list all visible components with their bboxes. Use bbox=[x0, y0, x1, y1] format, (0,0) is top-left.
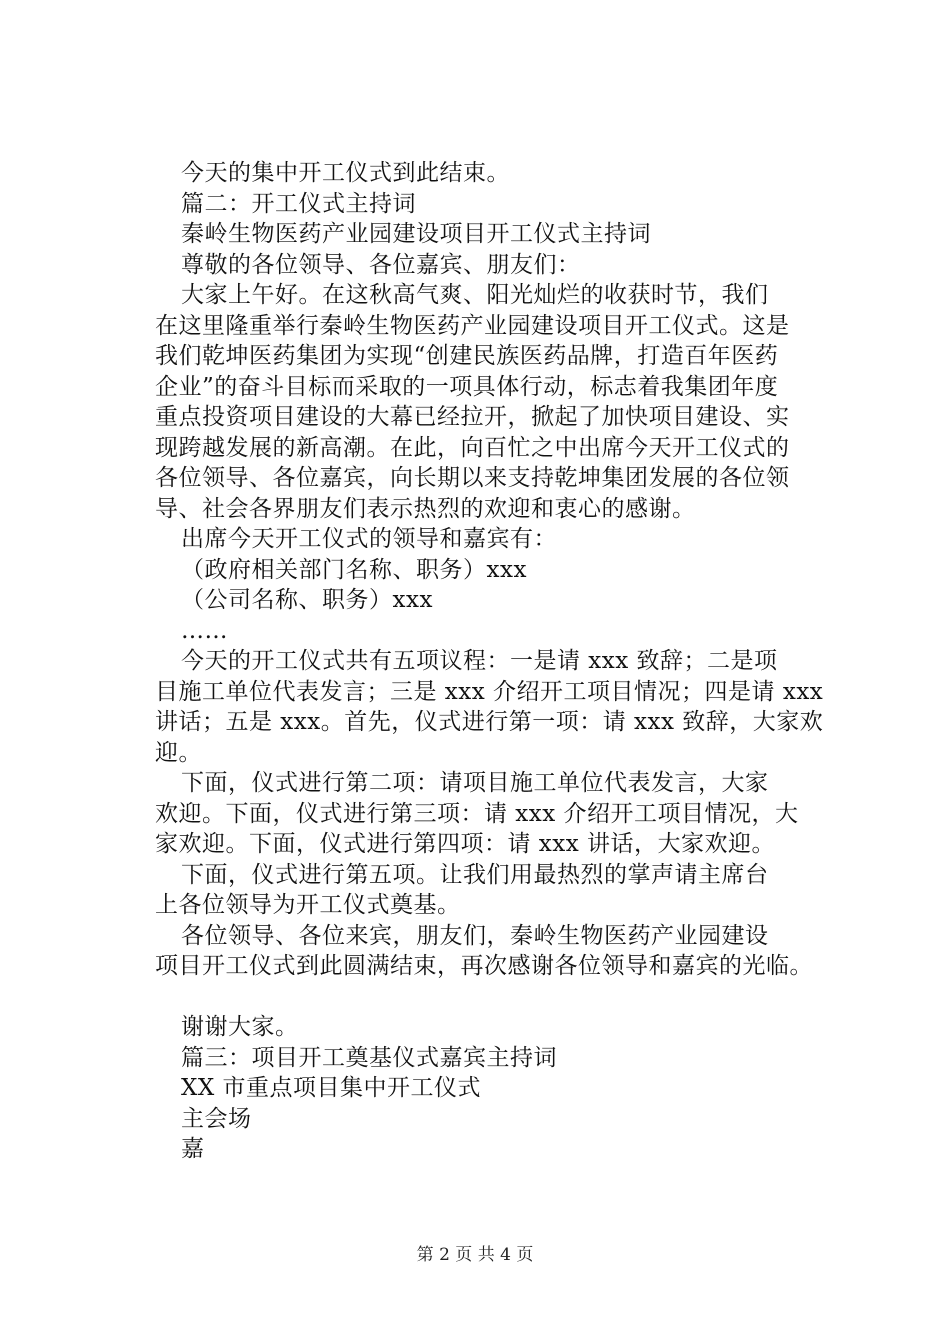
text-line: 讲话；五是 xxx。首先，仪式进行第一项：请 xxx 致辞，大家欢 bbox=[155, 709, 824, 735]
text-line: 在这里隆重举行秦岭生物医药产业园建设项目开工仪式。这是 bbox=[155, 312, 790, 339]
text-line: 下面，仪式进行第二项：请项目施工单位代表发言，大家 bbox=[181, 770, 769, 796]
text-line: 尊敬的各位领导、各位嘉宾、朋友们： bbox=[181, 251, 581, 278]
text-line: 大家上午好。在这秋高气爽、阳光灿烂的收获时节，我们 bbox=[181, 282, 769, 308]
text-line: 我们乾坤医药集团为实现“创建民族医药品牌，打造百年医药 bbox=[155, 343, 779, 369]
text-line: 欢迎。下面，仪式进行第三项：请 xxx 介绍开工项目情况，大 bbox=[155, 800, 799, 827]
text-line: （公司名称、职务）xxx bbox=[181, 587, 433, 613]
text-line: 目施工单位代表发言；三是 xxx 介绍开工项目情况；四是请 xxx bbox=[155, 678, 824, 705]
document-body bbox=[155, 158, 845, 1165]
text-line: …… bbox=[181, 617, 228, 644]
text-line: 各位领导、各位嘉宾，向长期以来支持乾坤集团发展的各位领 bbox=[155, 465, 790, 491]
text-line: 项目开工仪式到此圆满结束，再次感谢各位领导和嘉宾的光临。 bbox=[155, 953, 813, 979]
text-line: 嘉 bbox=[181, 1136, 205, 1162]
text-line: 今天的集中开工仪式到此结束。 bbox=[181, 160, 510, 186]
blank-line bbox=[155, 982, 845, 1013]
text-line: 企业”的奋斗目标而采取的一项具体行动，标志着我集团年度 bbox=[155, 373, 779, 400]
page-number-footer: 第 2 页 共 4 页 bbox=[416, 1245, 534, 1265]
text-line: 家欢迎。下面，仪式进行第四项：请 xxx 讲话，大家欢迎。 bbox=[155, 831, 776, 857]
text-line: 秦岭生物医药产业园建设项目开工仪式主持词 bbox=[181, 221, 651, 247]
text-line: 迎。 bbox=[155, 739, 202, 766]
text-line: （政府相关部门名称、职务）xxx bbox=[181, 556, 527, 583]
text-line: 谢谢大家。 bbox=[181, 1014, 299, 1040]
text-line: 导、社会各界朋友们表示热烈的欢迎和衷心的感谢。 bbox=[155, 495, 696, 522]
text-line: 各位领导、各位来宾，朋友们，秦岭生物医药产业园建设 bbox=[181, 922, 769, 949]
text-line: 重点投资项目建设的大幕已经拉开，掀起了加快项目建设、实 bbox=[155, 404, 790, 430]
section-heading: 篇三：项目开工奠基仪式嘉宾主持词 bbox=[181, 1044, 557, 1071]
text-line: 上各位领导为开工仪式奠基。 bbox=[155, 892, 461, 918]
text-line: 下面，仪式进行第五项。让我们用最热烈的掌声请主席台 bbox=[181, 861, 769, 888]
text-line: XX 市重点项目集中开工仪式 bbox=[181, 1075, 482, 1101]
text-line: 主会场 bbox=[181, 1105, 252, 1132]
text-line: 出席今天开工仪式的领导和嘉宾有： bbox=[181, 526, 557, 552]
text-line: 现跨越发展的新高潮。在此，向百忙之中出席今天开工仪式的 bbox=[155, 434, 790, 461]
section-heading: 篇二：开工仪式主持词 bbox=[181, 190, 416, 217]
text-line: 今天的开工仪式共有五项议程：一是请 xxx 致辞；二是项 bbox=[181, 648, 778, 674]
